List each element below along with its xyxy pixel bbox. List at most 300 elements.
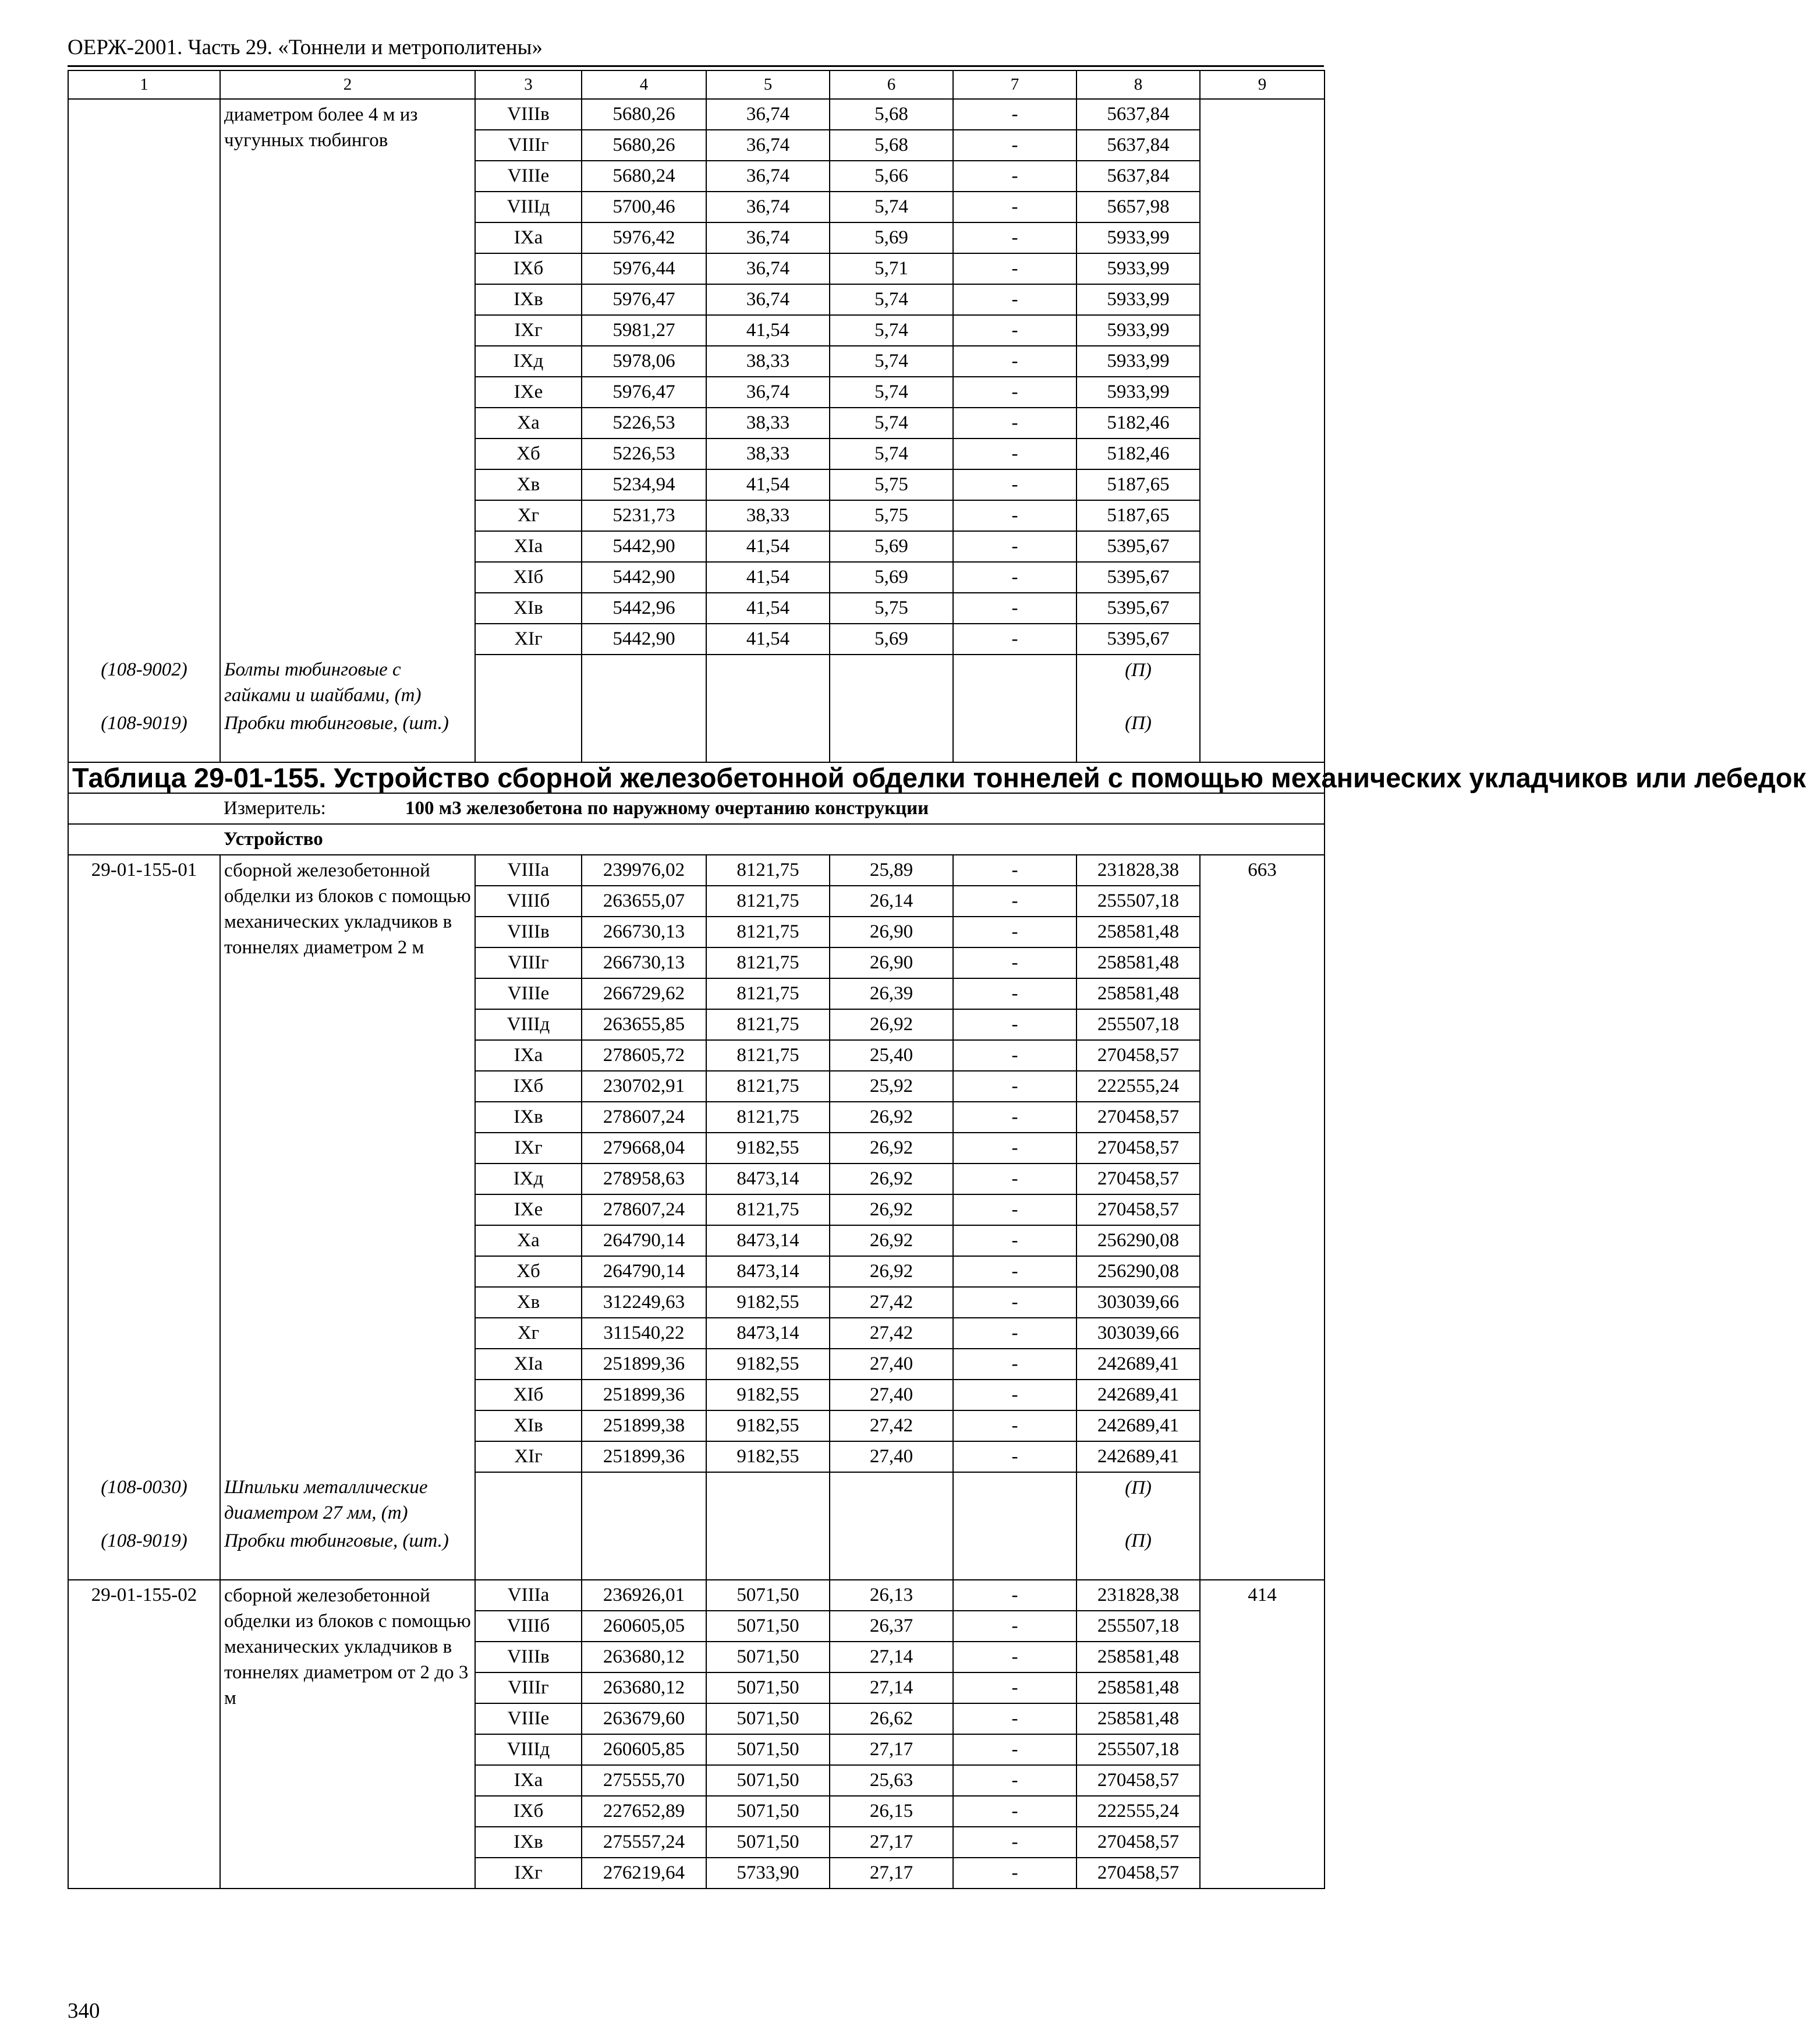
wages-cell: 8121,75 (706, 978, 830, 1009)
materials-cell: 5395,67 (1076, 624, 1200, 655)
driver-wages-cell: - (953, 947, 1076, 978)
driver-wages-cell: - (953, 624, 1076, 655)
driver-wages-cell: - (953, 886, 1076, 917)
wages-cell: 36,74 (706, 99, 830, 130)
region-cell: Xа (475, 1225, 582, 1256)
resource-unit: (П) (1076, 655, 1200, 708)
machine-cell: 26,62 (830, 1703, 953, 1734)
machine-cell: 26,15 (830, 1796, 953, 1827)
materials-cell: 255507,18 (1076, 1734, 1200, 1765)
machine-cell: 5,71 (830, 253, 953, 284)
wages-cell: 8121,75 (706, 1009, 830, 1040)
wages-cell: 36,74 (706, 222, 830, 253)
rate-code: 29-01-155-02 (68, 1580, 220, 1889)
machine-cell: 25,92 (830, 1071, 953, 1102)
machine-cell: 5,75 (830, 500, 953, 531)
resource-code: (108-0030) (68, 1472, 220, 1526)
total-cost-cell: 5981,27 (582, 315, 706, 346)
machine-cell: 5,75 (830, 469, 953, 500)
table-row (68, 855, 1325, 886)
total-cost-cell: 312249,63 (582, 1287, 706, 1318)
machine-cell: 27,40 (830, 1380, 953, 1410)
machine-cell: 27,17 (830, 1734, 953, 1765)
wages-cell: 5071,50 (706, 1827, 830, 1858)
total-cost-cell: 264790,14 (582, 1225, 706, 1256)
column-number: 5 (706, 70, 830, 99)
region-cell: IXб (475, 1071, 582, 1102)
materials-cell: 222555,24 (1076, 1796, 1200, 1827)
column-number-row (68, 70, 1325, 99)
wages-cell: 36,74 (706, 192, 830, 222)
wages-cell: 41,54 (706, 469, 830, 500)
total-cost-cell: 5442,90 (582, 624, 706, 655)
region-cell: VIIIе (475, 978, 582, 1009)
wages-cell: 5071,50 (706, 1611, 830, 1642)
unit-cell (68, 793, 1325, 824)
driver-wages-cell: - (953, 531, 1076, 562)
page-header: ОЕРЖ-2001. Часть 29. «Тоннели и метрополитены» (68, 36, 543, 59)
wages-cell: 8121,75 (706, 855, 830, 886)
column-number: 8 (1076, 70, 1200, 99)
empty-cell (953, 1472, 1076, 1526)
driver-wages-cell: - (953, 1858, 1076, 1889)
empty-cell (582, 1526, 706, 1580)
machine-cell: 26,92 (830, 1009, 953, 1040)
wages-cell: 41,54 (706, 624, 830, 655)
driver-wages-cell: - (953, 1071, 1076, 1102)
driver-wages-cell: - (953, 1133, 1076, 1164)
total-cost-cell: 266730,13 (582, 947, 706, 978)
machine-cell: 5,69 (830, 531, 953, 562)
unit-row (68, 793, 1325, 824)
total-cost-cell: 227652,89 (582, 1796, 706, 1827)
driver-wages-cell: - (953, 99, 1076, 130)
empty-cell (706, 1472, 830, 1526)
machine-cell: 25,40 (830, 1040, 953, 1071)
total-cost-cell: 5680,24 (582, 161, 706, 192)
wages-cell: 5071,50 (706, 1672, 830, 1703)
wages-cell: 9182,55 (706, 1410, 830, 1441)
wages-cell: 41,54 (706, 593, 830, 624)
total-cost-cell: 5976,44 (582, 253, 706, 284)
driver-wages-cell: - (953, 1796, 1076, 1827)
empty-cell (830, 1472, 953, 1526)
driver-wages-cell: - (953, 1410, 1076, 1441)
resource-code: (108-9002) (68, 655, 220, 708)
driver-wages-cell: - (953, 1194, 1076, 1225)
driver-wages-cell: - (953, 315, 1076, 346)
labor-cell (1200, 99, 1325, 655)
wages-cell: 38,33 (706, 408, 830, 438)
work-description: сборной железобетонной обделки из блоков с помощью механических укладчиков в тоннелях диаметром от 2 до 3 м (220, 1580, 475, 1889)
empty-cell (953, 655, 1076, 708)
column-number: 9 (1200, 70, 1325, 99)
driver-wages-cell: - (953, 1672, 1076, 1703)
empty-cell (582, 655, 706, 708)
materials-cell: 231828,38 (1076, 1580, 1200, 1611)
total-cost-cell: 263679,60 (582, 1703, 706, 1734)
wages-cell: 36,74 (706, 377, 830, 408)
driver-wages-cell: - (953, 222, 1076, 253)
region-cell: VIIIе (475, 1703, 582, 1734)
total-cost-cell: 5978,06 (582, 346, 706, 377)
region-cell: IXд (475, 346, 582, 377)
column-number: 7 (953, 70, 1076, 99)
resource-name: Болты тюбинговые с гайками и шайбами, (т) (220, 655, 475, 708)
empty-cell (582, 708, 706, 762)
materials-cell: 5182,46 (1076, 408, 1200, 438)
materials-cell: 258581,48 (1076, 1642, 1200, 1672)
machine-cell: 25,63 (830, 1765, 953, 1796)
materials-cell: 270458,57 (1076, 1858, 1200, 1889)
region-cell: Xа (475, 408, 582, 438)
wages-cell: 8473,14 (706, 1256, 830, 1287)
empty-cell (1200, 655, 1325, 708)
empty-cell (475, 708, 582, 762)
driver-wages-cell: - (953, 1225, 1076, 1256)
materials-cell: 5637,84 (1076, 130, 1200, 161)
driver-wages-cell: - (953, 1009, 1076, 1040)
wages-cell: 8121,75 (706, 1040, 830, 1071)
total-cost-cell: 5234,94 (582, 469, 706, 500)
driver-wages-cell: - (953, 161, 1076, 192)
rates-table (68, 70, 1806, 1889)
materials-cell: 303039,66 (1076, 1318, 1200, 1349)
wages-cell: 5071,50 (706, 1703, 830, 1734)
resource-name: Пробки тюбинговые, (шт.) (220, 708, 475, 762)
empty-cell (706, 1526, 830, 1580)
wages-cell: 5071,50 (706, 1796, 830, 1827)
wages-cell: 36,74 (706, 253, 830, 284)
region-cell: IXв (475, 1827, 582, 1858)
machine-cell: 5,75 (830, 593, 953, 624)
materials-cell: 242689,41 (1076, 1410, 1200, 1441)
total-cost-cell: 278605,72 (582, 1040, 706, 1071)
region-cell: XIв (475, 1410, 582, 1441)
resource-name: Пробки тюбинговые, (шт.) (220, 1526, 475, 1580)
wages-cell: 9182,55 (706, 1349, 830, 1380)
materials-cell: 256290,08 (1076, 1256, 1200, 1287)
table-row (68, 1580, 1325, 1611)
driver-wages-cell: - (953, 192, 1076, 222)
machine-cell: 5,74 (830, 346, 953, 377)
region-cell: VIIIа (475, 855, 582, 886)
total-cost-cell: 275555,70 (582, 1765, 706, 1796)
empty-cell (582, 1472, 706, 1526)
section-cell (68, 824, 1325, 855)
materials-cell: 255507,18 (1076, 1611, 1200, 1642)
machine-cell: 25,89 (830, 855, 953, 886)
machine-cell: 27,42 (830, 1318, 953, 1349)
total-cost-cell: 276219,64 (582, 1858, 706, 1889)
materials-cell: 5933,99 (1076, 346, 1200, 377)
region-cell: IXг (475, 1133, 582, 1164)
resource-row (68, 1472, 1325, 1526)
wages-cell: 8121,75 (706, 1194, 830, 1225)
region-cell: IXб (475, 253, 582, 284)
region-cell: XIб (475, 1380, 582, 1410)
driver-wages-cell: - (953, 130, 1076, 161)
total-cost-cell: 5680,26 (582, 130, 706, 161)
empty-cell (706, 708, 830, 762)
materials-cell: 256290,08 (1076, 1225, 1200, 1256)
region-cell: VIIIе (475, 161, 582, 192)
driver-wages-cell: - (953, 978, 1076, 1009)
total-cost-cell: 266729,62 (582, 978, 706, 1009)
empty-cell (475, 1526, 582, 1580)
wages-cell: 8121,75 (706, 917, 830, 947)
wages-cell: 36,74 (706, 161, 830, 192)
total-cost-cell: 251899,38 (582, 1410, 706, 1441)
materials-cell: 5395,67 (1076, 531, 1200, 562)
driver-wages-cell: - (953, 562, 1076, 593)
empty-cell (830, 708, 953, 762)
total-cost-cell: 251899,36 (582, 1380, 706, 1410)
wages-cell: 41,54 (706, 315, 830, 346)
materials-cell: 5182,46 (1076, 438, 1200, 469)
total-cost-cell: 5231,73 (582, 500, 706, 531)
region-cell: XIа (475, 1349, 582, 1380)
total-cost-cell: 278607,24 (582, 1194, 706, 1225)
resource-name: Шпильки металлические диаметром 27 мм, (т) (220, 1472, 475, 1526)
column-number: 4 (582, 70, 706, 99)
region-cell: XIг (475, 1441, 582, 1472)
region-cell: Xб (475, 438, 582, 469)
region-cell: VIIIг (475, 947, 582, 978)
total-cost-cell: 5226,53 (582, 438, 706, 469)
materials-cell: 5187,65 (1076, 469, 1200, 500)
materials-cell: 5933,99 (1076, 377, 1200, 408)
region-cell: VIIIд (475, 192, 582, 222)
machine-cell: 27,14 (830, 1642, 953, 1672)
materials-cell: 270458,57 (1076, 1765, 1200, 1796)
empty-cell (953, 708, 1076, 762)
machine-cell: 26,92 (830, 1256, 953, 1287)
total-cost-cell: 263655,85 (582, 1009, 706, 1040)
empty-cell (1200, 1472, 1325, 1526)
driver-wages-cell: - (953, 593, 1076, 624)
materials-cell: 222555,24 (1076, 1071, 1200, 1102)
resource-row (68, 655, 1325, 708)
materials-cell: 258581,48 (1076, 917, 1200, 947)
empty-cell (475, 1472, 582, 1526)
total-cost-cell: 251899,36 (582, 1441, 706, 1472)
wages-cell: 5071,50 (706, 1580, 830, 1611)
machine-cell: 26,39 (830, 978, 953, 1009)
page-number: 340 (68, 1999, 100, 2023)
wages-cell: 41,54 (706, 562, 830, 593)
wages-cell: 8121,75 (706, 886, 830, 917)
table-title-row (68, 762, 1325, 793)
machine-cell: 5,74 (830, 192, 953, 222)
materials-cell: 5395,67 (1076, 562, 1200, 593)
total-cost-cell: 311540,22 (582, 1318, 706, 1349)
machine-cell: 5,74 (830, 377, 953, 408)
column-number: 1 (68, 70, 220, 99)
machine-cell: 5,69 (830, 624, 953, 655)
unit-value: 100 м3 железобетона по наружному очертанию конструкции (405, 798, 929, 819)
region-cell: VIIIд (475, 1734, 582, 1765)
empty-cell (1200, 708, 1325, 762)
resource-row (68, 1526, 1325, 1580)
machine-cell: 26,92 (830, 1102, 953, 1133)
materials-cell: 270458,57 (1076, 1102, 1200, 1133)
empty-cell (706, 655, 830, 708)
region-cell: IXе (475, 377, 582, 408)
materials-cell: 5395,67 (1076, 593, 1200, 624)
total-cost-cell: 5976,47 (582, 377, 706, 408)
machine-cell: 27,17 (830, 1827, 953, 1858)
materials-cell: 270458,57 (1076, 1164, 1200, 1194)
materials-cell: 5637,84 (1076, 161, 1200, 192)
materials-cell: 5933,99 (1076, 315, 1200, 346)
machine-cell: 5,66 (830, 161, 953, 192)
region-cell: XIг (475, 624, 582, 655)
materials-cell: 242689,41 (1076, 1380, 1200, 1410)
column-number: 2 (220, 70, 475, 99)
machine-cell: 26,92 (830, 1194, 953, 1225)
materials-cell: 258581,48 (1076, 1703, 1200, 1734)
total-cost-cell: 266730,13 (582, 917, 706, 947)
total-cost-cell: 278607,24 (582, 1102, 706, 1133)
wages-cell: 8121,75 (706, 1071, 830, 1102)
total-cost-cell: 5680,26 (582, 99, 706, 130)
machine-cell: 5,74 (830, 438, 953, 469)
driver-wages-cell: - (953, 1256, 1076, 1287)
total-cost-cell: 5442,90 (582, 562, 706, 593)
materials-cell: 5933,99 (1076, 222, 1200, 253)
total-cost-cell: 5976,42 (582, 222, 706, 253)
wages-cell: 8473,14 (706, 1225, 830, 1256)
materials-cell: 303039,66 (1076, 1287, 1200, 1318)
machine-cell: 27,42 (830, 1287, 953, 1318)
total-cost-cell: 236926,01 (582, 1580, 706, 1611)
column-number: 6 (830, 70, 953, 99)
machine-cell: 26,13 (830, 1580, 953, 1611)
driver-wages-cell: - (953, 1349, 1076, 1380)
machine-cell: 26,90 (830, 947, 953, 978)
total-cost-cell: 260605,05 (582, 1611, 706, 1642)
driver-wages-cell: - (953, 1642, 1076, 1672)
wages-cell: 38,33 (706, 346, 830, 377)
region-cell: IXа (475, 222, 582, 253)
region-cell: IXд (475, 1164, 582, 1194)
region-cell: XIа (475, 531, 582, 562)
total-cost-cell: 5442,90 (582, 531, 706, 562)
machine-cell: 5,74 (830, 315, 953, 346)
machine-cell: 27,40 (830, 1349, 953, 1380)
wages-cell: 9182,55 (706, 1133, 830, 1164)
section-row (68, 824, 1325, 855)
materials-cell: 5933,99 (1076, 284, 1200, 315)
wages-cell: 36,74 (706, 284, 830, 315)
wages-cell: 5071,50 (706, 1734, 830, 1765)
total-cost-cell: 263655,07 (582, 886, 706, 917)
materials-cell: 242689,41 (1076, 1349, 1200, 1380)
materials-cell: 270458,57 (1076, 1133, 1200, 1164)
driver-wages-cell: - (953, 1703, 1076, 1734)
wages-cell: 38,33 (706, 500, 830, 531)
wages-cell: 8473,14 (706, 1164, 830, 1194)
work-description: диаметром более 4 м из чугунных тюбингов (220, 99, 475, 655)
machine-cell: 5,74 (830, 408, 953, 438)
region-cell: VIIIв (475, 1642, 582, 1672)
table-title: Таблица 29-01-155. Устройство сборной железобетонной обделки тоннелей с помощью механических укладчиков или лебедок (68, 762, 1325, 793)
total-cost-cell: 260605,85 (582, 1734, 706, 1765)
total-cost-cell: 275557,24 (582, 1827, 706, 1858)
driver-wages-cell: - (953, 377, 1076, 408)
region-cell: IXа (475, 1765, 582, 1796)
labor-cell: 414 (1200, 1580, 1325, 1889)
driver-wages-cell: - (953, 1765, 1076, 1796)
driver-wages-cell: - (953, 500, 1076, 531)
total-cost-cell: 278958,63 (582, 1164, 706, 1194)
materials-cell: 270458,57 (1076, 1040, 1200, 1071)
empty-cell (953, 1526, 1076, 1580)
driver-wages-cell: - (953, 917, 1076, 947)
driver-wages-cell: - (953, 1102, 1076, 1133)
materials-cell: 5657,98 (1076, 192, 1200, 222)
region-cell: VIIIг (475, 130, 582, 161)
machine-cell: 26,92 (830, 1133, 953, 1164)
machine-cell: 5,74 (830, 284, 953, 315)
wages-cell: 8121,75 (706, 947, 830, 978)
resource-code: (108-9019) (68, 1526, 220, 1580)
machine-cell: 27,14 (830, 1672, 953, 1703)
empty-cell (475, 655, 582, 708)
materials-cell: 5187,65 (1076, 500, 1200, 531)
header-rule (68, 65, 1324, 67)
materials-cell: 258581,48 (1076, 947, 1200, 978)
wages-cell: 9182,55 (706, 1380, 830, 1410)
region-cell: VIIIб (475, 1611, 582, 1642)
machine-cell: 27,40 (830, 1441, 953, 1472)
driver-wages-cell: - (953, 1734, 1076, 1765)
machine-cell: 5,68 (830, 99, 953, 130)
column-number: 3 (475, 70, 582, 99)
driver-wages-cell: - (953, 253, 1076, 284)
materials-cell: 258581,48 (1076, 978, 1200, 1009)
materials-cell: 255507,18 (1076, 1009, 1200, 1040)
wages-cell: 5733,90 (706, 1858, 830, 1889)
resource-code: (108-9019) (68, 708, 220, 762)
driver-wages-cell: - (953, 1164, 1076, 1194)
machine-cell: 5,68 (830, 130, 953, 161)
wages-cell: 36,74 (706, 130, 830, 161)
driver-wages-cell: - (953, 346, 1076, 377)
materials-cell: 270458,57 (1076, 1827, 1200, 1858)
empty-cell (830, 1526, 953, 1580)
region-cell: Xв (475, 1287, 582, 1318)
driver-wages-cell: - (953, 1827, 1076, 1858)
region-cell: IXа (475, 1040, 582, 1071)
region-cell: VIIIа (475, 1580, 582, 1611)
materials-cell: 270458,57 (1076, 1194, 1200, 1225)
region-cell: VIIIд (475, 1009, 582, 1040)
rate-code: 29-01-155-01 (68, 855, 220, 1472)
driver-wages-cell: - (953, 438, 1076, 469)
region-cell: XIв (475, 593, 582, 624)
empty-cell (1200, 1526, 1325, 1580)
region-cell: IXе (475, 1194, 582, 1225)
machine-cell: 27,42 (830, 1410, 953, 1441)
driver-wages-cell: - (953, 469, 1076, 500)
machine-cell: 26,90 (830, 917, 953, 947)
total-cost-cell: 279668,04 (582, 1133, 706, 1164)
machine-cell: 26,14 (830, 886, 953, 917)
total-cost-cell: 251899,36 (582, 1349, 706, 1380)
region-cell: VIIIб (475, 886, 582, 917)
